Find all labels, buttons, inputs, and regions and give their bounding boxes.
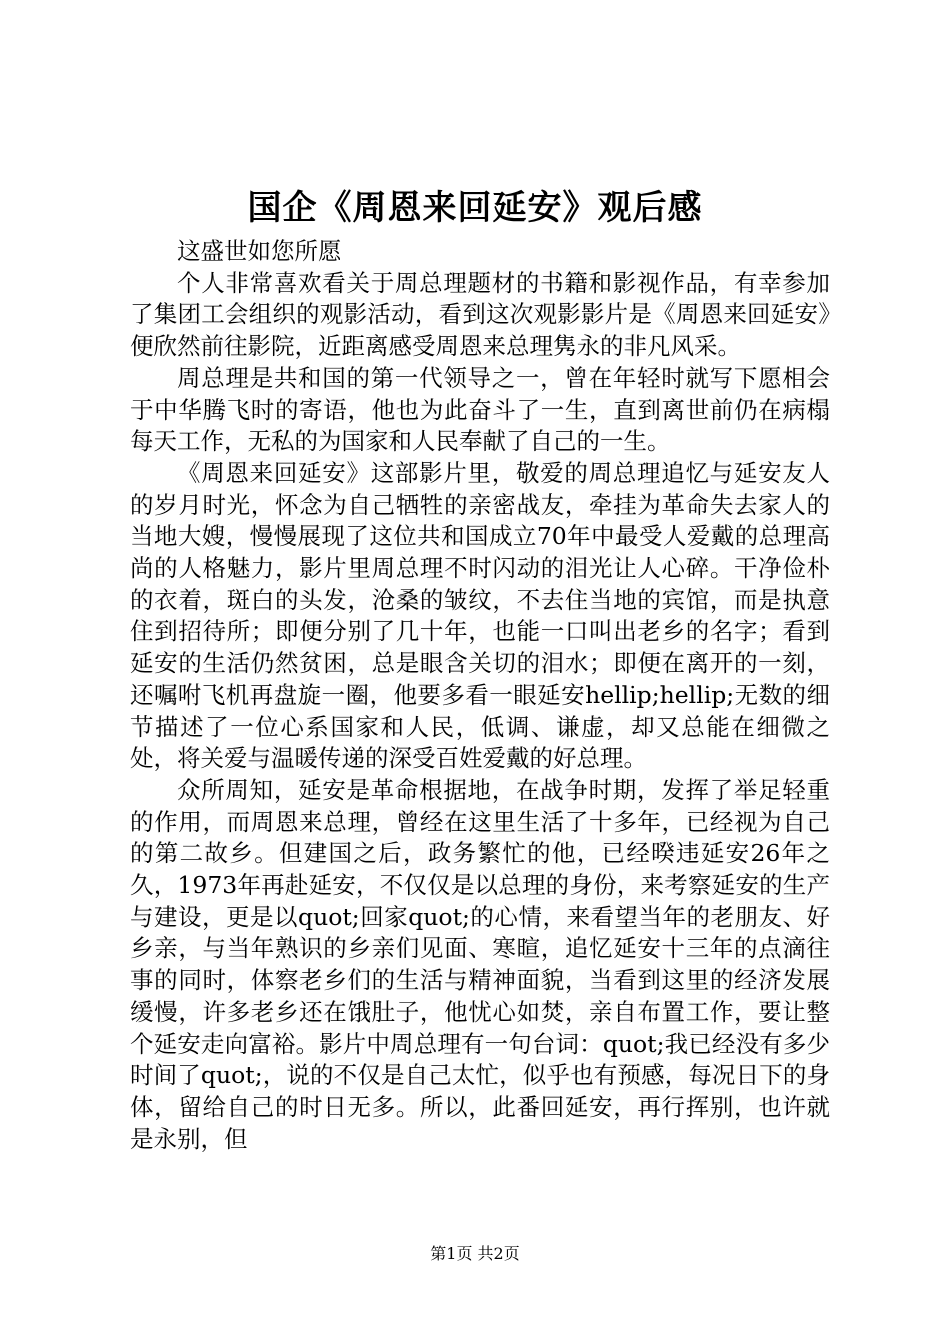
paragraph: 个人非常喜欢看关于周总理题材的书籍和影视作品，有幸参加了集团工会组织的观影活动，看到这次观影影片是《周恩来回延安》便欣然前往影院，近距离感受周恩来总理隽永的非凡风采。 <box>130 268 830 361</box>
paragraph-subtitle: 这盛世如您所愿 <box>177 237 342 265</box>
document-body <box>130 236 830 1186</box>
paragraph: 众所周知，延安是革命根据地，在战争时期，发挥了举足轻重的作用，而周恩来总理，曾经在这里生活了十多年，已经视为自己的第二故乡。但建国之后，政务繁忙的他，已经暌违延安26年之久，1973年再赴延安，不仅仅是以总理的身份，来考察延安的生产与建设，更是以quot;回家quot;的心情，来看望当年的老朋友、好乡亲，与当年熟识的乡亲们见面、寒暄，追忆延安十三年的点滴往事的同时，体察老乡们的生活与精神面貌，当看到这里的经济发展缓慢，许多老乡还在饿肚子，他忧心如焚，亲自布置工作，要让整个延安走向富裕。影片中周总理有一句台词：quot;我已经没有多少时间了quot;，说的不仅是自己太忙，似乎也有预感，每况日下的身体，留给自己的时日无多。所以，此番回延安，再行挥别，也许就是永别，但 <box>130 775 830 1153</box>
page-number-footer: 第1页 共2页 <box>430 1244 520 1263</box>
paragraph: 周总理是共和国的第一代领导之一，曾在年轻时就写下愿相会于中华腾飞时的寄语，他也为此奋斗了一生，直到离世前仍在病榻每天工作，无私的为国家和人民奉献了自己的一生。 <box>130 363 830 456</box>
paragraph: 《周恩来回延安》这部影片里，敬爱的周总理追忆与延安友人的岁月时光，怀念为自己牺牲的亲密战友，牵挂为革命失去家人的当地大嫂，慢慢展现了这位共和国成立70年中最受人爱戴的总理高尚的人格魅力，影片里周总理不时闪动的泪光让人心碎。干净俭朴的衣着，斑白的头发，沧桑的皱纹，不去住当地的宾馆，而是执意住到招待所；即便分别了几十年，也能一口叫出老乡的名字；看到延安的生活仍然贫困，总是眼含关切的泪水；即便在离开的一刻，还嘱咐飞机再盘旋一圈，他要多看一眼延安hellip;hellip;无数的细节描述了一位心系国家和人民，低调、谦虚，却又总能在细微之处，将关爱与温暖传递的深受百姓爱戴的好总理。 <box>130 458 830 773</box>
document-title: 国企《周恩来回延安》观后感 <box>247 188 703 228</box>
